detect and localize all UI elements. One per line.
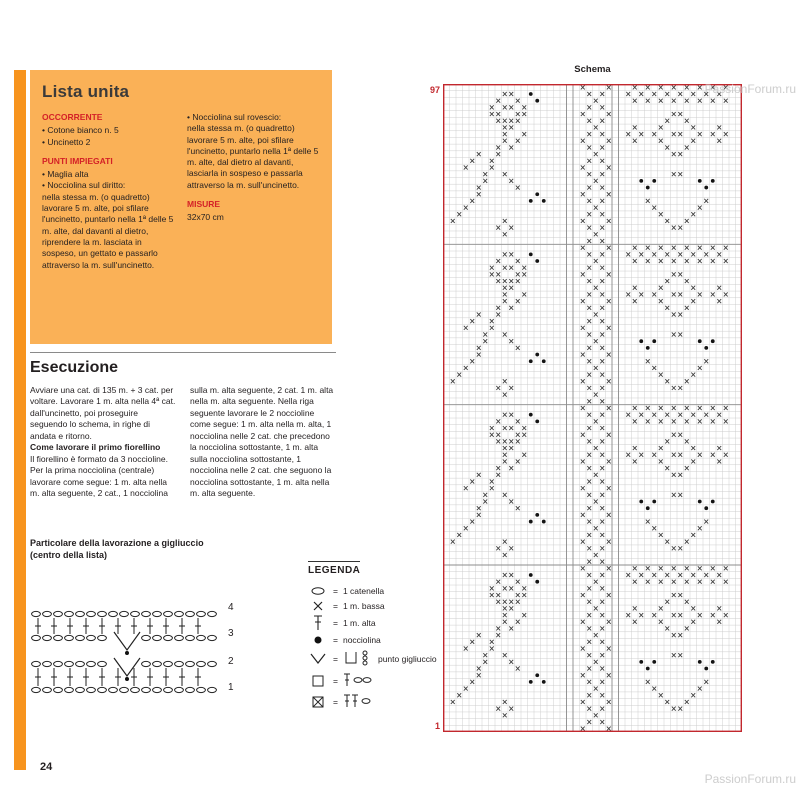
pattern-title: Lista unita	[42, 82, 130, 101]
legend-eq: =	[333, 586, 338, 596]
material-item: • Uncinetto 2	[42, 136, 91, 147]
gigliuccio-icon	[308, 653, 328, 665]
schema-chart	[443, 84, 742, 732]
watermark-bottom: PassionForum.ru	[704, 772, 796, 786]
legend-label: 1 m. bassa	[342, 601, 385, 611]
gigliuccio-detail-diagram	[30, 572, 242, 706]
esecuzione-column-1	[30, 385, 176, 500]
legend-eq: =	[333, 676, 338, 686]
nocciolina-diritto-text: nella stessa m. (o quadretto) lavorare 5 m. alte, poi sfilare l'uncinetto, puntarlo nella 1ª delle 5 m. alte, dal davanti al dietro, riprendere la m. lasciata in sospeso, un gettato e passarlo attraverso la m. sull'uncinetto.	[42, 191, 174, 270]
esecuzione-paragraph: sulla m. alta seguente, 2 cat. 1 m. alta nella m. alta seguente. Nella riga seguente lavorare le 2 noccioline come segue: 1 m. alta nella m. alta, 1 nocciolina nelle 2 cat. che precedono la nocciolina sottostante, 1 m. alta sulla nocciolina sottostante, 1 nocciolina nelle 2 cat. che seguono la nocciolina sottostante, 1 m. alta nella m. alta seguente.	[190, 385, 334, 499]
esecuzione-paragraph: Avviare una cat. di 135 m. + 3 cat. per voltare. Lavorare 1 m. alta nella 4ª cat. dall'uncinetto, poi proseguire seguendo lo schema, in righe di andata e ritorno.	[30, 385, 176, 441]
materials-box	[30, 70, 332, 344]
legend-label: 1 m. alta	[342, 618, 376, 628]
esecuzione-paragraph: Per la prima nocciolina (centrale) lavorare come segue: 1 m. alta nella m. alta seguente, 2 cat., 1 nocciolina	[30, 465, 168, 499]
legend-label: nocciolina	[342, 635, 381, 645]
material-item: • Cotone bianco n. 5	[42, 125, 119, 136]
crossed-square-icon	[308, 696, 328, 708]
misure-value: 32x70 cm	[187, 212, 224, 223]
diagram-row-number: 3	[228, 628, 234, 639]
chain-stitch-icon	[308, 586, 328, 596]
legend-eq: =	[333, 601, 338, 611]
punti-heading: PUNTI IMPIEGATI	[42, 155, 113, 166]
schema-top-row-label: 97	[429, 85, 440, 95]
bobble-icon	[308, 635, 328, 645]
misure-heading: MISURE	[187, 199, 221, 210]
esecuzione-title: Esecuzione	[30, 359, 119, 376]
legend-label: punto gigliuccio	[377, 654, 437, 664]
legend-eq: =	[333, 654, 338, 664]
single-crochet-icon	[308, 601, 328, 611]
legend-title: LEGENDA	[308, 561, 360, 576]
empty-square-stitch-glyphs	[343, 672, 373, 690]
empty-square-icon	[308, 675, 328, 687]
nocciolina-rovescio-heading: • Nocciolina sul rovescio:	[187, 112, 282, 122]
particolare-section	[30, 538, 275, 713]
double-crochet-icon	[308, 615, 328, 631]
nocciolina-diritto-heading: • Nocciolina sul diritto:	[42, 180, 126, 191]
legend-eq: =	[333, 697, 338, 707]
stitch-item: • Maglia alta	[42, 169, 89, 180]
info-box-right-column	[187, 112, 322, 271]
diagram-row-number: 4	[228, 602, 234, 613]
esecuzione-paragraph: Il fiorellino è formato da 3 noccioline.	[30, 453, 168, 464]
info-box-left-column	[42, 112, 177, 271]
legend-label: 1 catenella	[342, 586, 385, 596]
esecuzione-column-2	[190, 385, 336, 500]
info-box-columns	[42, 112, 322, 271]
esecuzione-columns	[30, 385, 336, 500]
diagram-row-number: 1	[228, 682, 234, 693]
left-accent-bar	[14, 70, 26, 770]
nocciolina-rovescio-text: nella stessa m. (o quadretto) lavorare 5 m. alte, poi sfilare l'uncinetto, puntarlo nella 1ª delle 5 m. alte, dal dietro al davanti, lasciarla in sospeso e passarla attraverso la m. sull'uncinetto.	[187, 123, 319, 190]
particolare-title: Particolare della lavorazione a gigliuccio (centro della lista)	[30, 538, 204, 560]
diagram-row-number: 2	[228, 656, 234, 667]
schema-bottom-row-label: 1	[434, 721, 440, 731]
legend-eq: =	[333, 618, 338, 628]
esecuzione-section	[30, 352, 336, 500]
gigliuccio-stitch-glyphs	[343, 649, 373, 669]
fiorellino-subheading: Come lavorare il primo fiorellino	[30, 442, 161, 453]
watermark-top: PassionForum.ru	[704, 82, 796, 96]
schema-grid	[443, 84, 742, 732]
occorrente-heading: OCCORRENTE	[42, 112, 103, 122]
crossed-square-stitch-glyphs	[343, 693, 373, 711]
page-number: 24	[40, 761, 53, 773]
schema-title: Schema	[574, 64, 611, 75]
legend-eq: =	[333, 635, 338, 645]
